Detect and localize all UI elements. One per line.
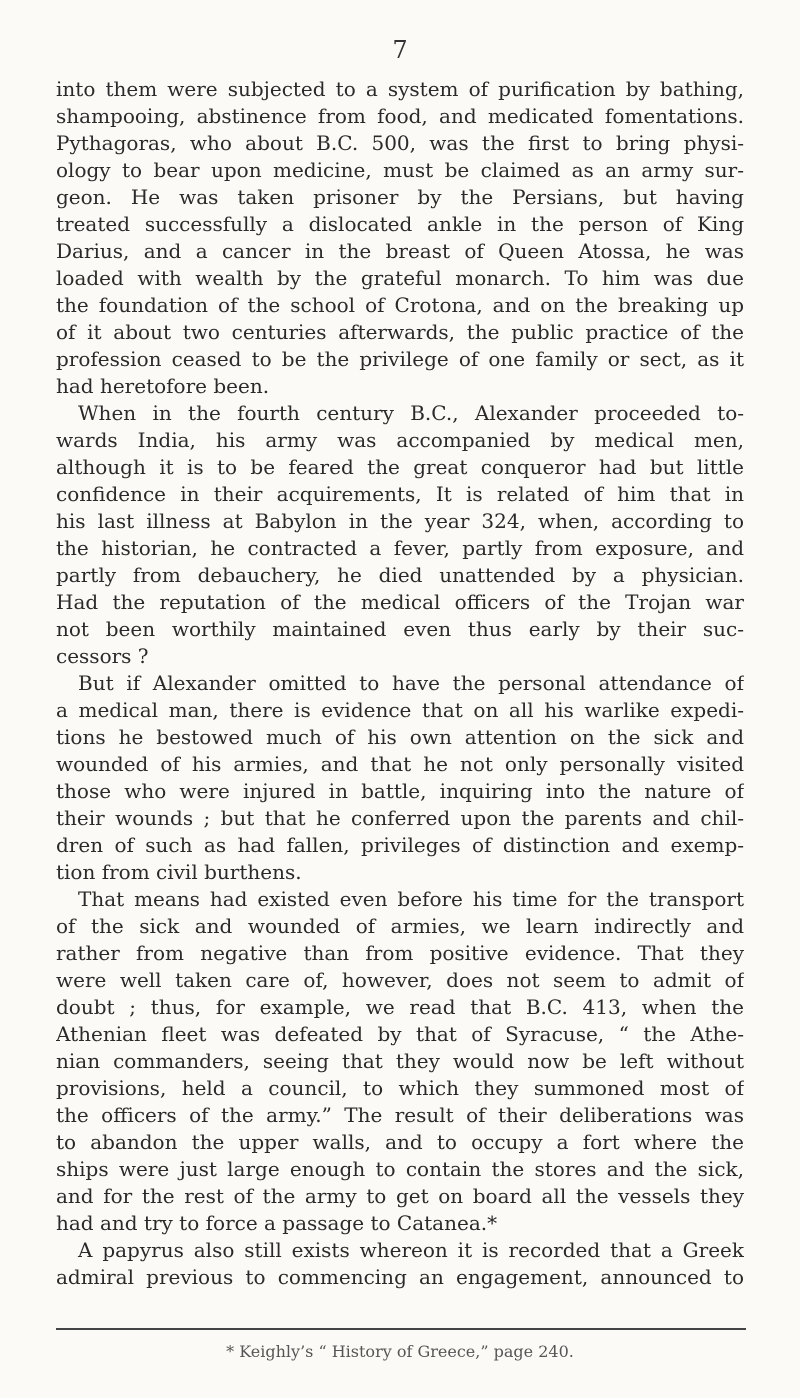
text-line: not been worthily maintained even thus early by their suc- bbox=[56, 617, 744, 641]
text-line: treated successfully a dislocated ankle in the person of King bbox=[56, 212, 744, 236]
text-line: confidence in their acquirements, It is related of him that in bbox=[56, 482, 744, 506]
text-line: had heretofore been. bbox=[56, 374, 270, 398]
paragraph bbox=[56, 670, 744, 886]
text-line: the historian, he contracted a fever, partly from exposure, and bbox=[56, 536, 744, 560]
text-line: That means had existed even before his time for the transport bbox=[78, 887, 744, 911]
text-line: nian commanders, seeing that they would now be left without bbox=[56, 1049, 744, 1073]
text-line: Athenian fleet was defeated by that of Syracuse, “ the Athe- bbox=[56, 1022, 744, 1046]
paragraph bbox=[56, 400, 744, 670]
footnote: * Keighly’s “ History of Greece,” page 240. bbox=[226, 1342, 574, 1361]
text-line: a medical man, there is evidence that on all his warlike expedi- bbox=[56, 698, 744, 722]
text-line: doubt ; thus, for example, we read that B.C. 413, when the bbox=[56, 995, 744, 1019]
paragraph bbox=[56, 1237, 744, 1291]
text-line: of the sick and wounded of armies, we learn indirectly and bbox=[56, 914, 744, 938]
text-line: into them were subjected to a system of purification by bathing, bbox=[56, 77, 744, 101]
text-line: and for the rest of the army to get on board all the vessels they bbox=[56, 1184, 744, 1208]
text-line: were well taken care of, however, does not seem to admit of bbox=[56, 968, 744, 992]
text-line: geon. He was taken prisoner by the Persians, but having bbox=[56, 185, 744, 209]
text-line: wounded of his armies, and that he not only personally visited bbox=[56, 752, 744, 776]
text-line: had and try to force a passage to Catanea.* bbox=[56, 1211, 498, 1235]
text-line: Pythagoras, who about B.C. 500, was the first to bring physi- bbox=[56, 131, 744, 155]
text-line: their wounds ; but that he conferred upon the parents and chil- bbox=[56, 806, 744, 830]
text-line: A papyrus also still exists whereon it is recorded that a Greek bbox=[78, 1238, 744, 1262]
text-line: the officers of the army.” The result of their deliberations was bbox=[56, 1103, 744, 1127]
paragraph bbox=[56, 886, 744, 1237]
text-line: ology to bear upon medicine, must be claimed as an army sur- bbox=[56, 158, 744, 182]
text-line: Had the reputation of the medical officers of the Trojan war bbox=[56, 590, 744, 614]
text-line: cessors ? bbox=[56, 644, 149, 668]
text-line: wards India, his army was accompanied by medical men, bbox=[56, 428, 744, 452]
text-line: the foundation of the school of Crotona, and on the breaking up bbox=[56, 293, 744, 317]
text-line: although it is to be feared the great conqueror had but little bbox=[56, 455, 744, 479]
text-line: to abandon the upper walls, and to occupy a fort where the bbox=[56, 1130, 744, 1154]
text-line: tions he bestowed much of his own attention on the sick and bbox=[56, 725, 744, 749]
text-line: those who were injured in battle, inquiring into the nature of bbox=[56, 779, 744, 803]
text-line: But if Alexander omitted to have the personal attendance of bbox=[78, 671, 744, 695]
text-line: tion from civil burthens. bbox=[56, 860, 302, 884]
text-line: rather from negative than from positive evidence. That they bbox=[56, 941, 744, 965]
text-line: provisions, held a council, to which they summoned most of bbox=[56, 1076, 744, 1100]
text-line: admiral previous to commencing an engagement, announced to bbox=[56, 1265, 744, 1289]
text-line: partly from debauchery, he died unattended by a physician. bbox=[56, 563, 744, 587]
text-line: ships were just large enough to contain the stores and the sick, bbox=[56, 1157, 744, 1181]
text-line: of it about two centuries afterwards, the public practice of the bbox=[56, 320, 744, 344]
text-line: When in the fourth century B.C., Alexander proceeded to- bbox=[78, 401, 744, 425]
text-line: Darius, and a cancer in the breast of Queen Atossa, he was bbox=[56, 239, 744, 263]
body-text bbox=[56, 76, 744, 1291]
text-line: dren of such as had fallen, privileges of distinction and exemp- bbox=[56, 833, 744, 857]
paragraph bbox=[56, 76, 744, 400]
footnote-divider bbox=[56, 1328, 746, 1330]
page-number: 7 bbox=[392, 36, 408, 64]
text-line: loaded with wealth by the grateful monarch. To him was due bbox=[56, 266, 744, 290]
text-line: shampooing, abstinence from food, and medicated fomentations. bbox=[56, 104, 744, 128]
text-line: profession ceased to be the privilege of one family or sect, as it bbox=[56, 347, 744, 371]
text-line: his last illness at Babylon in the year 324, when, according to bbox=[56, 509, 744, 533]
